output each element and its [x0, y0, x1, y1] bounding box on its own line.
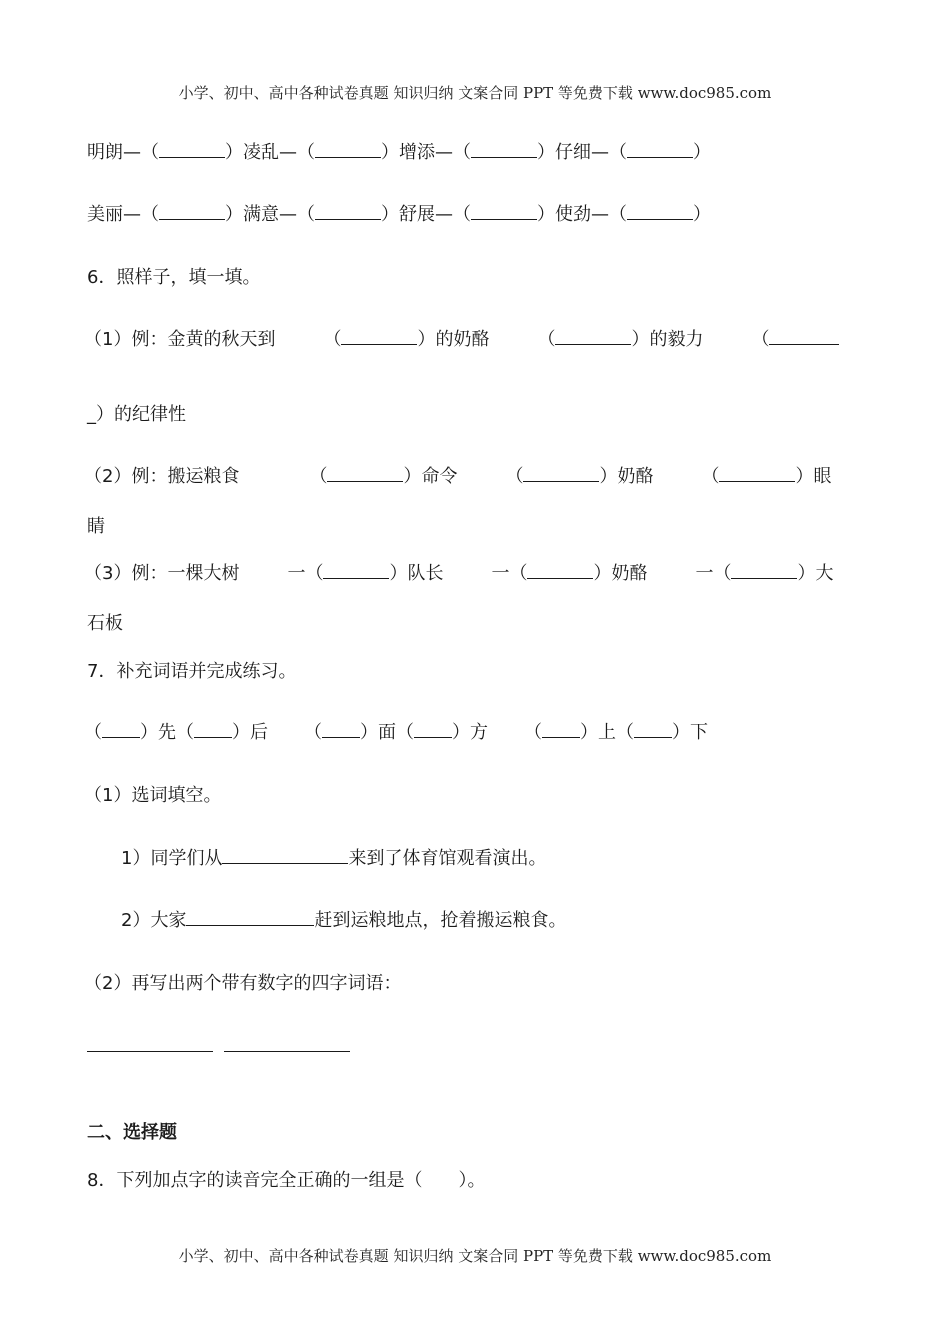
answer-blank[interactable] — [341, 327, 417, 345]
answer-blank[interactable] — [471, 140, 537, 158]
answer-blank[interactable] — [323, 561, 389, 579]
answer-blank[interactable] — [523, 464, 599, 482]
answer-line-2[interactable] — [224, 1034, 350, 1052]
q7-sentence-1: 1）同学们从 来到了体育馆观看演出。 — [121, 848, 547, 869]
answer-blank[interactable] — [186, 908, 314, 926]
q6-part1: （1）例：金黄的秋天到 （ ）的奶酪 （ ）的毅力 （ — [84, 325, 839, 351]
q7-idioms: （ ）先（ ）后 （ ）面（ ）方 （ ）上（ ）下 — [84, 722, 708, 743]
page-footer: 小学、初中、高中各种试卷真题 知识归纳 文案合同 PPT 等免费下载 www.doc985.com — [178, 1247, 772, 1265]
answer-blank[interactable] — [327, 464, 403, 482]
answer-blank[interactable] — [471, 202, 537, 220]
answer-blank[interactable] — [102, 720, 140, 738]
answer-blank[interactable] — [315, 202, 381, 220]
q6-part3-wrap: 石板 — [87, 613, 123, 634]
answer-blank[interactable] — [769, 327, 839, 345]
question-8-title: 8．下列加点字的读音完全正确的一组是（ ）。 — [87, 1170, 486, 1191]
q7-sub1-title: （1）选词填空。 — [84, 785, 222, 806]
q7-sentence-2: 2）大家 赶到运粮地点，抢着搬运粮食。 — [121, 910, 567, 931]
section-heading: 二、选择题 — [87, 1122, 177, 1143]
antonym-row-2: 美丽—（ ）满意—（ ）舒展—（ ）使劲—（ ） — [87, 204, 711, 225]
answer-blank[interactable] — [731, 561, 797, 579]
answer-line-1[interactable] — [87, 1034, 213, 1052]
answer-blank[interactable] — [627, 202, 693, 220]
answer-blank[interactable] — [634, 720, 672, 738]
q6-part2: （2）例：搬运粮食 （ ）命令 （ ）奶酪 （ ）眼 — [84, 466, 832, 487]
q6-part1-wrap: _）的纪律性 — [87, 404, 186, 425]
answer-blank[interactable] — [159, 202, 225, 220]
question-6-title: 6．照样子，填一填。 — [87, 267, 261, 288]
question-7-title: 7．补充词语并完成练习。 — [87, 661, 297, 682]
page-header: 小学、初中、高中各种试卷真题 知识归纳 文案合同 PPT 等免费下载 www.doc985.com — [178, 84, 772, 102]
answer-blank[interactable] — [555, 327, 631, 345]
answer-blank[interactable] — [315, 140, 381, 158]
answer-blank[interactable] — [719, 464, 795, 482]
q6-part3: （3）例：一棵大树 一（ ）队长 一（ ）奶酪 一（ ）大 — [84, 563, 834, 584]
answer-blank[interactable] — [159, 140, 225, 158]
answer-blank[interactable] — [627, 140, 693, 158]
answer-blank[interactable] — [322, 720, 360, 738]
answer-blank[interactable] — [194, 720, 232, 738]
answer-blank[interactable] — [222, 846, 348, 864]
answer-blank[interactable] — [414, 720, 452, 738]
answer-blank[interactable] — [527, 561, 593, 579]
q7-sub2-title: （2）再写出两个带有数字的四字词语： — [84, 973, 402, 994]
antonym-row-1: 明朗—（ ）凌乱—（ ）增添—（ ）仔细—（ ） — [87, 142, 711, 163]
q6-part2-wrap: 睛 — [87, 516, 105, 537]
answer-blank[interactable] — [542, 720, 580, 738]
